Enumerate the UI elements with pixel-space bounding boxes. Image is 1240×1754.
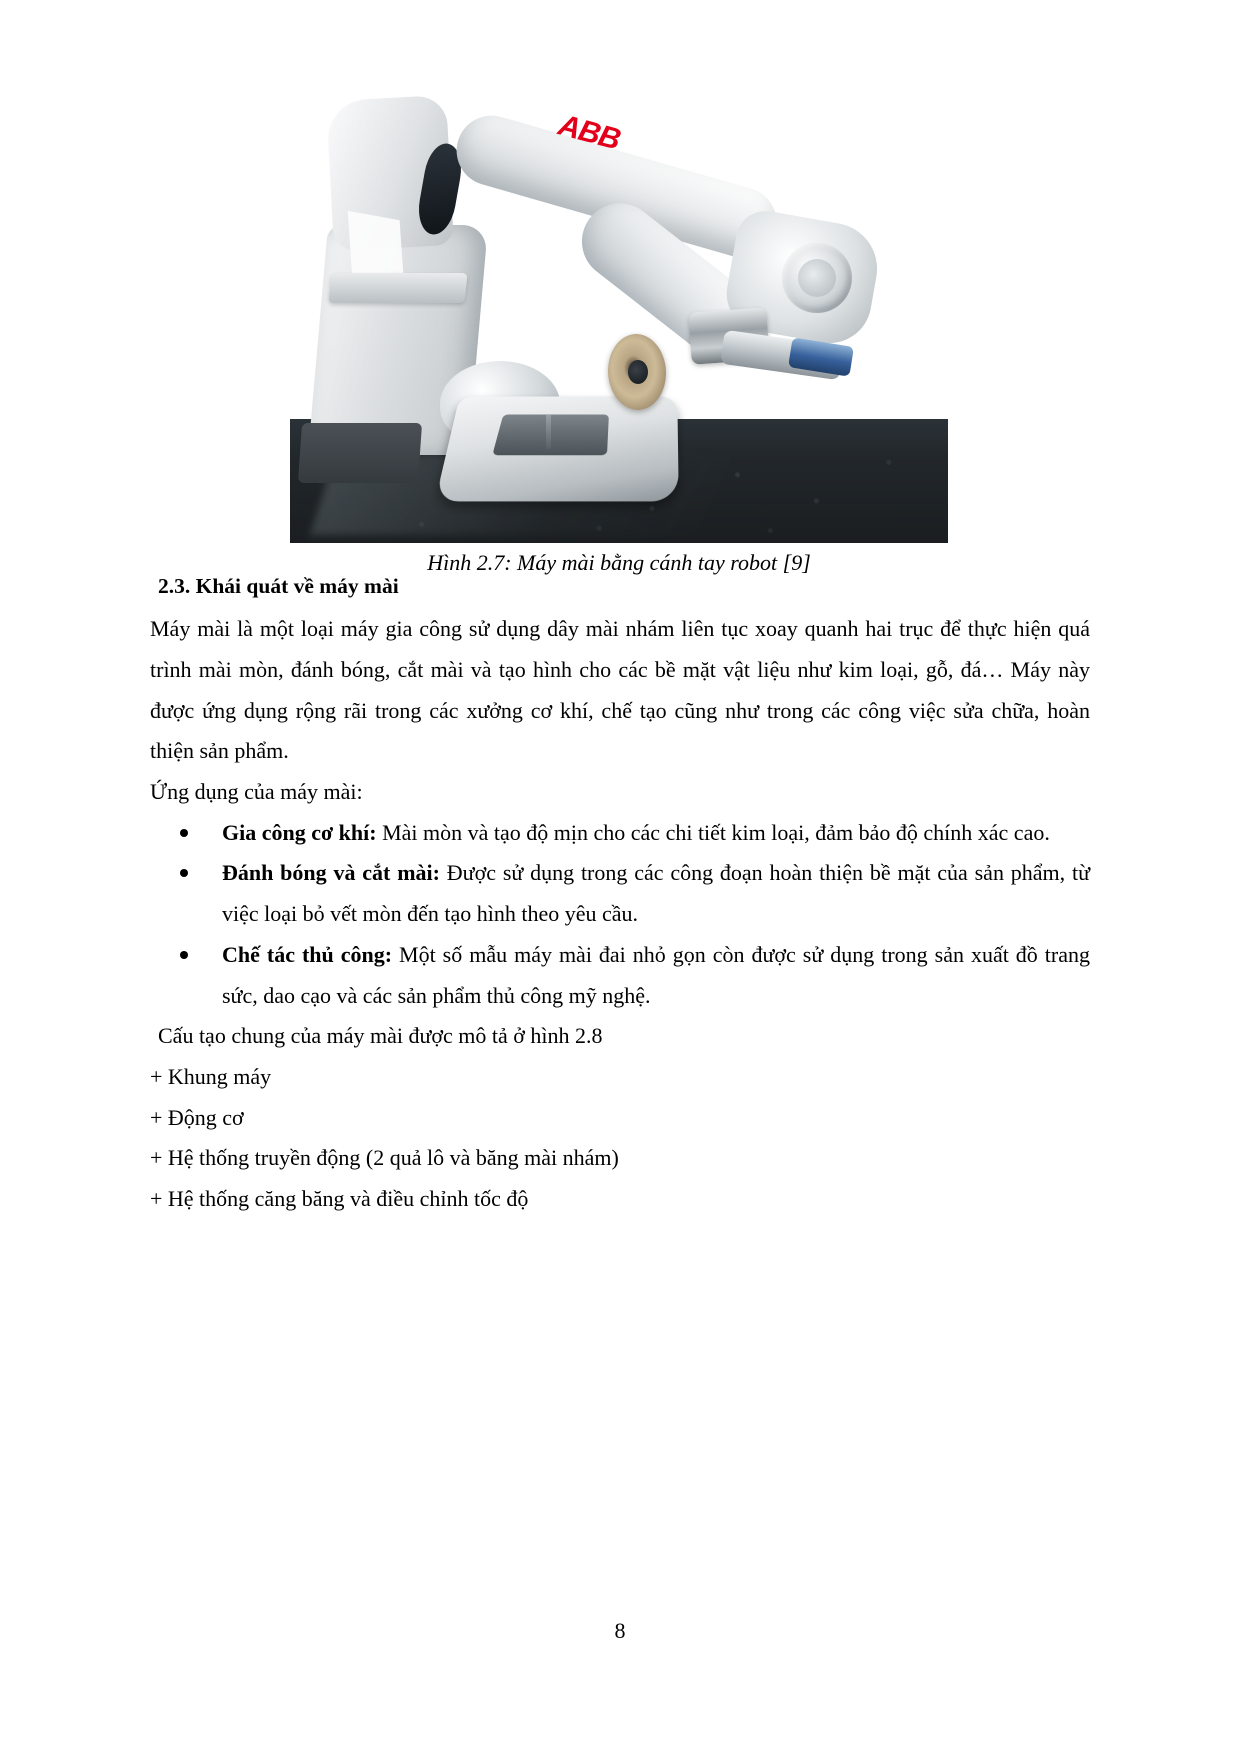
- applications-lead: Ứng dụng của máy mài:: [150, 779, 363, 805]
- list-item: [150, 853, 1090, 934]
- grinding-wheel-hub: [628, 360, 648, 384]
- structure-lead: Cấu tạo chung của máy mài được mô tả ở hình 2.8: [158, 1023, 603, 1049]
- bullet-dot-icon: [180, 869, 188, 877]
- list-item-term: Chế tác thủ công:: [222, 941, 393, 967]
- robot-clamp-bracket: [328, 273, 467, 303]
- bullet-dot-icon: [180, 951, 188, 959]
- applications-list: [150, 813, 1090, 1016]
- structure-item-motor: + Động cơ: [150, 1104, 244, 1130]
- list-item-description: Mài mòn và tạo độ mịn cho các chi tiết kim loại, đảm bảo độ chính xác cao.: [376, 819, 1050, 845]
- list-item-description: Một số mẫu máy mài đai nhỏ gọn còn được sử dụng trong sản xuất đồ trang sức, dao cạo và các sản phẩm thủ công mỹ nghệ.: [222, 941, 1090, 1008]
- bullet-dot-icon: [180, 829, 188, 837]
- list-item: [150, 813, 1090, 854]
- robot-wrist-ring: [782, 243, 852, 313]
- structure-item-frame: + Khung máy: [150, 1063, 272, 1089]
- intro-paragraph: Máy mài là một loại máy gia công sử dụng dây mài nhám liên tục xoay quanh hai trục để thực hiện quá trình mài mòn, đánh bóng, cắt mài và tạo hình cho các bề mặt vật liệu như kim loại, gỗ, đá… Máy này được ứng dụng rộng rãi trong các xưởng cơ khí, chế tạo cũng như trong các công việc sửa chữa, hoàn thiện sản phẩm.: [150, 616, 1090, 764]
- abb-logo: ABB: [554, 108, 624, 157]
- page-content: [150, 570, 1090, 1220]
- list-item-term: Gia công cơ khí:: [222, 819, 377, 845]
- page-number: 8: [614, 1618, 626, 1643]
- list-item-term: Đánh bóng và cắt mài:: [222, 860, 440, 886]
- structure-item-transmission: + Hệ thống truyền động (2 quả lô và băng mài nhám): [150, 1145, 619, 1171]
- figure-caption: Hình 2.7: Máy mài bằng cánh tay robot [9]: [427, 550, 811, 575]
- robot-base-foot: [298, 423, 422, 483]
- list-item-description: Được sử dụng trong các công đoạn hoàn thiện bề mặt của sản phẩm, từ việc loại bỏ vết mòn đến tạo hình theo yêu cầu.: [222, 860, 1091, 927]
- structure-item-tension: + Hệ thống căng băng và điều chỉnh tốc độ: [150, 1185, 529, 1211]
- section-heading: 2.3. Khái quát về máy mài: [158, 574, 399, 598]
- figure-2-7: [290, 88, 948, 575]
- robot-grinder-photo: [290, 88, 948, 543]
- workpiece-pin: [546, 415, 551, 449]
- list-item: [150, 935, 1090, 1016]
